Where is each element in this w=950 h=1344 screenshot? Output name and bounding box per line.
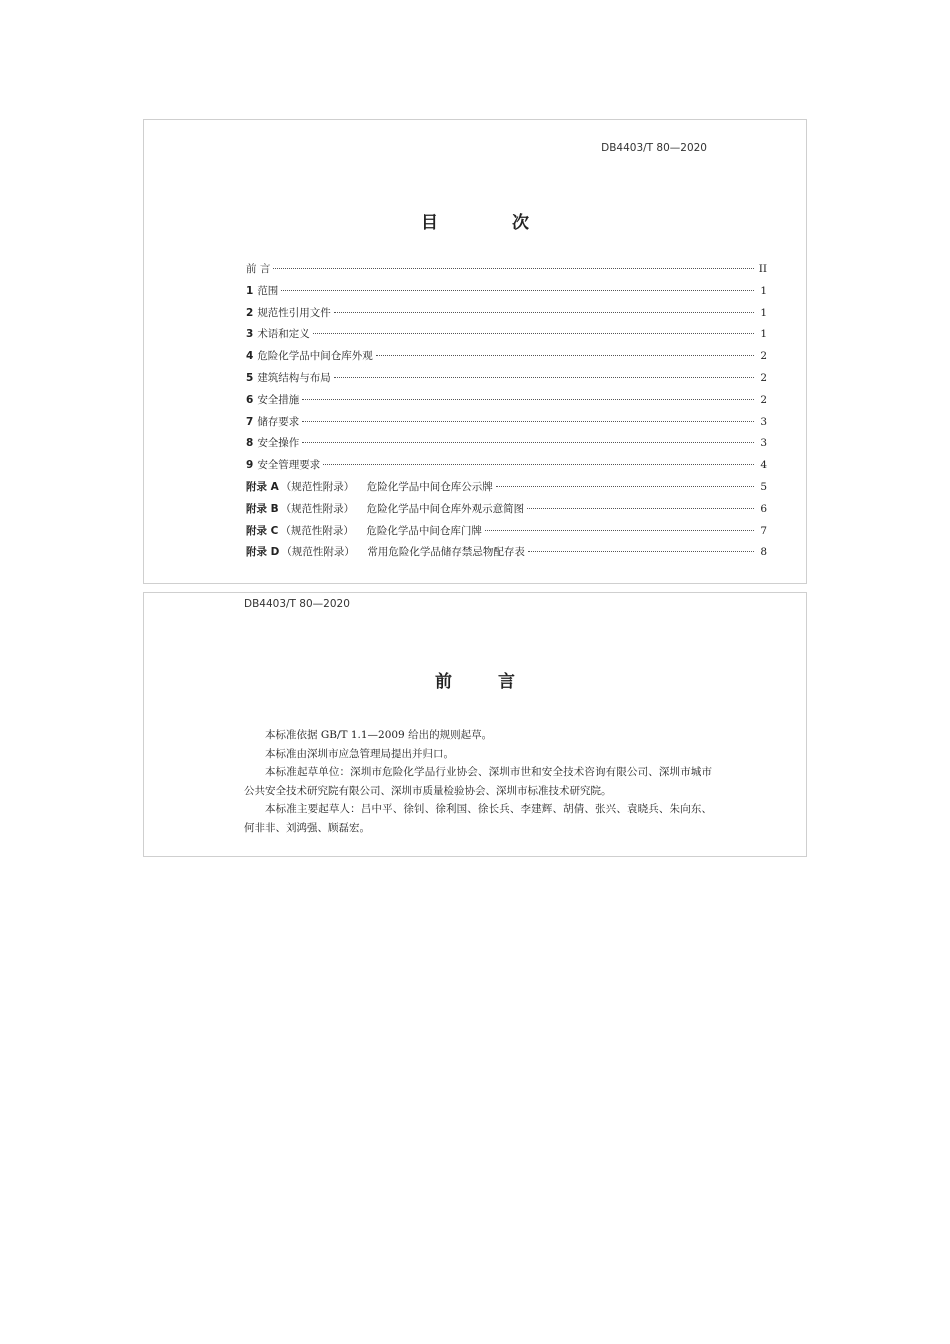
toc-leader-dots — [302, 399, 754, 400]
toc-annex-a[interactable] — [246, 479, 767, 501]
toc-page — [143, 119, 807, 584]
standard-code: DB4403/T 80—2020 — [244, 598, 350, 610]
toc-annex-b[interactable] — [246, 501, 767, 523]
toc-entry-page: 3 — [760, 437, 767, 450]
toc-leader-dots — [302, 442, 754, 443]
toc-entry-number: 7 — [246, 415, 254, 428]
foreword-paragraph: 本标准依据 GB/T 1.1—2009 给出的规则起草。 — [265, 729, 493, 741]
toc-entry-6[interactable] — [246, 392, 767, 414]
toc-annex-label: 危险化学品中间仓库公示牌 — [366, 480, 493, 493]
toc-leader-dots — [334, 377, 754, 378]
toc-entry-label: 前 言 — [246, 263, 271, 275]
toc-entry-label: 储存要求 — [257, 415, 300, 428]
toc-annex-type: （规范性附录） — [281, 546, 355, 559]
toc-annex-label: 常用危险化学品储存禁忌物配存表 — [367, 546, 525, 559]
toc-leader-dots — [334, 312, 754, 313]
foreword-page — [143, 592, 807, 857]
toc-entry-number: 8 — [246, 437, 254, 450]
toc-entry-number: 6 — [246, 393, 254, 406]
standard-code: DB4403/T 80—2020 — [601, 142, 707, 154]
toc-annex-c[interactable] — [246, 523, 767, 545]
toc-leader-dots — [485, 530, 754, 531]
toc-annex-page: 6 — [760, 502, 767, 515]
toc-annex-label: 危险化学品中间仓库外观示意简图 — [366, 502, 525, 515]
toc-annex-id: 附录 C — [246, 524, 279, 537]
toc-entry-3[interactable] — [246, 326, 767, 348]
toc-entry-1[interactable] — [246, 283, 767, 305]
toc-entry-label: 安全操作 — [257, 437, 300, 450]
toc-annex-id: 附录 D — [246, 546, 280, 559]
toc-annex-type: （规范性附录） — [280, 524, 354, 537]
toc-entry-number: 5 — [246, 371, 254, 384]
toc-entry-page: 4 — [760, 459, 767, 472]
page-title: 目 次 — [421, 213, 563, 233]
toc-entry-label: 术语和定义 — [257, 328, 310, 341]
toc-entry-page: 2 — [760, 371, 767, 384]
toc-entry-number: 2 — [246, 306, 254, 319]
toc-entry-foreword[interactable] — [246, 261, 767, 283]
toc-entry-page: 1 — [760, 328, 767, 341]
toc-annex-page: 5 — [760, 480, 767, 493]
toc-entry-4[interactable] — [246, 348, 767, 370]
toc-annex-page: 7 — [760, 524, 767, 537]
toc-entry-label: 范围 — [257, 284, 279, 297]
toc-leader-dots — [281, 290, 754, 291]
toc-annex-label: 危险化学品中间仓库门牌 — [366, 524, 482, 537]
toc-entry-page: 1 — [760, 306, 767, 319]
toc-annex-id: 附录 A — [246, 480, 279, 493]
toc-entry-2[interactable] — [246, 305, 767, 327]
toc-leader-dots — [302, 421, 754, 422]
toc-entry-number: 1 — [246, 284, 254, 297]
page-title: 前 言 — [435, 672, 535, 692]
foreword-paragraph: 本标准由深圳市应急管理局提出并归口。 — [265, 747, 454, 760]
toc-entry-number: 3 — [246, 328, 254, 341]
toc-entry-label: 危险化学品中间仓库外观 — [257, 350, 373, 363]
toc-entry-number: 9 — [246, 459, 254, 472]
toc-leader-dots — [376, 355, 754, 356]
toc-list — [246, 261, 767, 566]
foreword-paragraph: 本标准主要起草人：吕中平、徐钊、徐利国、徐长兵、李建辉、胡倩、张兴、袁晓兵、朱向东、何非非、刘鸿强、顾磊宏。 — [244, 803, 712, 834]
toc-entry-page: 2 — [760, 350, 767, 363]
toc-entry-page: 2 — [760, 393, 767, 406]
toc-leader-dots — [323, 464, 754, 465]
toc-entry-label: 规范性引用文件 — [257, 306, 331, 319]
toc-leader-dots — [496, 486, 754, 487]
toc-annex-type: （规范性附录） — [280, 480, 355, 493]
toc-entry-5[interactable] — [246, 370, 767, 392]
toc-entry-page: II — [758, 263, 767, 275]
foreword-paragraph: 本标准起草单位：深圳市危险化学品行业协会、深圳市世和安全技术咨询有限公司、深圳市城市公共安全技术研究院有限公司、深圳市质量检验协会、深圳市标准技术研究院。 — [244, 766, 712, 797]
toc-entry-9[interactable] — [246, 457, 767, 479]
toc-entry-page: 3 — [760, 415, 767, 428]
toc-annex-page: 8 — [760, 546, 767, 559]
toc-leader-dots — [528, 551, 754, 552]
foreword-body — [244, 726, 712, 837]
toc-annex-type: （规范性附录） — [280, 502, 355, 515]
toc-entry-8[interactable] — [246, 435, 767, 457]
toc-entry-label: 安全管理要求 — [257, 459, 321, 472]
toc-leader-dots — [273, 268, 754, 269]
toc-entry-label: 安全措施 — [257, 393, 300, 406]
toc-annex-d[interactable] — [246, 544, 767, 566]
toc-leader-dots — [313, 333, 754, 334]
toc-entry-number: 4 — [246, 350, 254, 363]
toc-entry-label: 建筑结构与布局 — [257, 371, 331, 384]
toc-entry-7[interactable] — [246, 414, 767, 436]
toc-entry-page: 1 — [760, 284, 767, 297]
toc-leader-dots — [527, 508, 754, 509]
toc-annex-id: 附录 B — [246, 502, 279, 515]
